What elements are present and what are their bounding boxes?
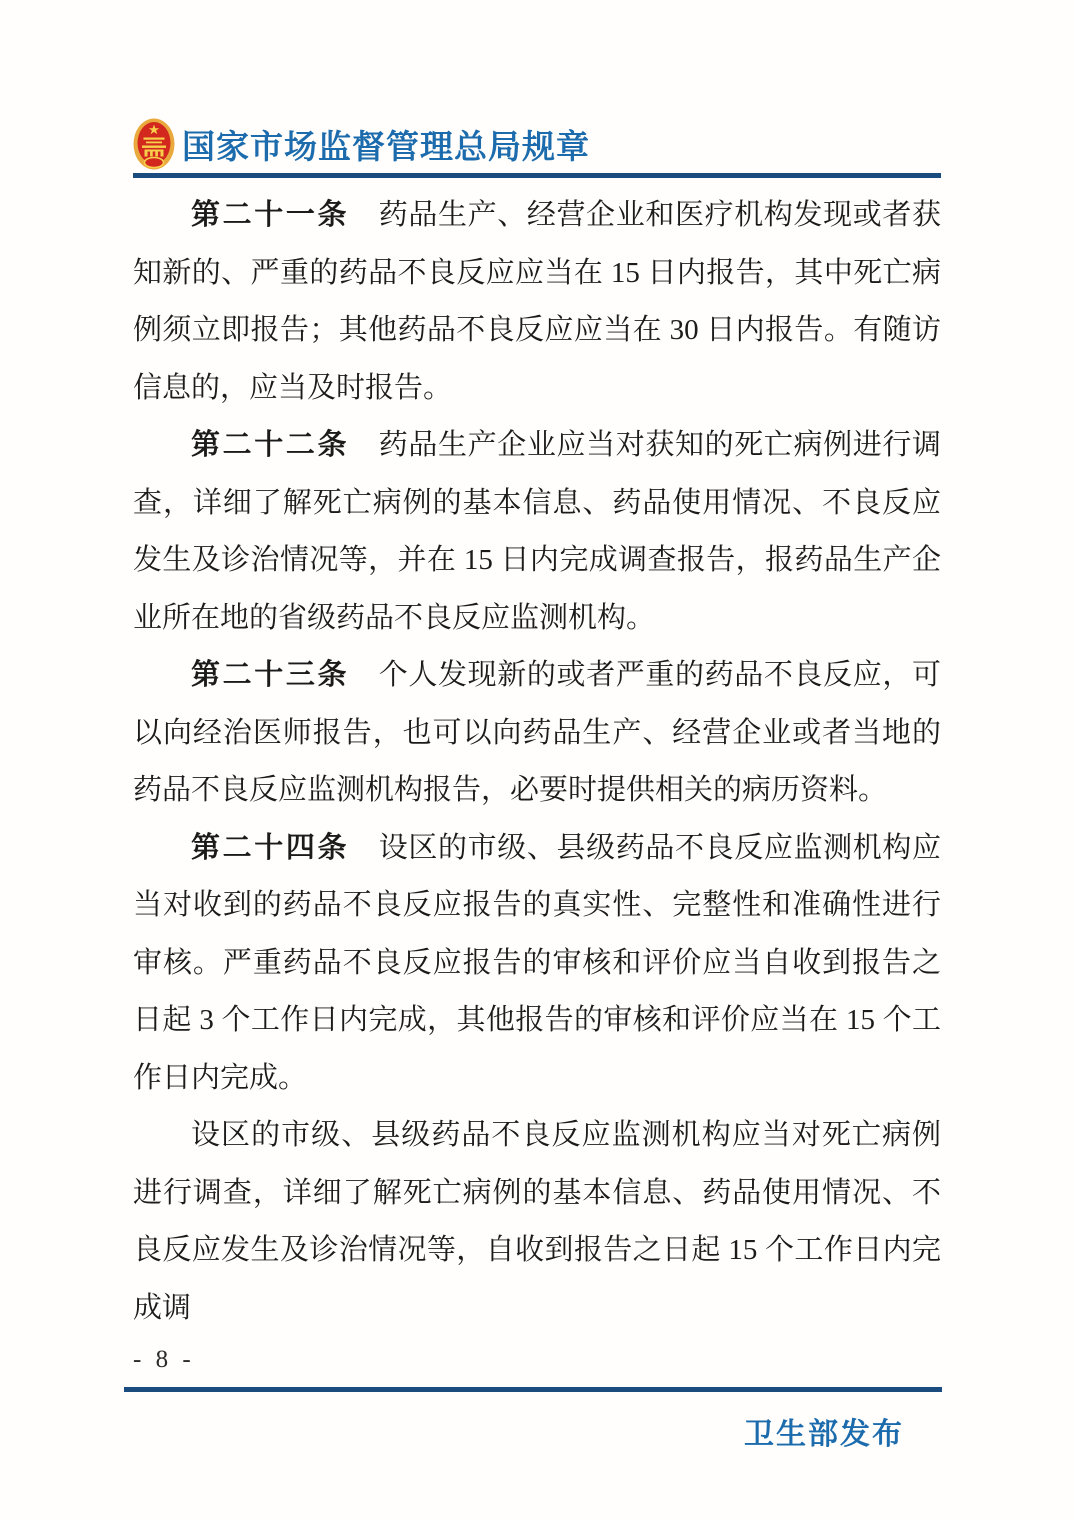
page-number: - 8 - [133,1346,195,1373]
header-rule [133,173,941,178]
article-24-text: 设区的市级、县级药品不良反应监测机构应当对收到的药品不良反应报告的真实性、完整性和准确性进行审核。严重药品不良反应报告的审核和评价应当自收到报告之日起 3 个工作日内完成，其他报告的审核和评价应当在 15 个工作日内完成。 [133,831,941,1094]
page-header [133,116,941,172]
article-22-number: 第二十二条 [191,429,350,461]
article-23-number: 第二十三条 [191,659,350,691]
paragraph-article-21 [133,187,941,417]
continuation-text: 设区的市级、县级药品不良反应监测机构应当对死亡病例进行调查，详细了解死亡病例的基本信息、药品使用情况、不良反应发生及诊治情况等，自收到报告之日起 15 个工作日内完成调 [133,1119,941,1324]
paragraph-article-23 [133,647,941,820]
header-title: 国家市场监督管理总局规章 [182,127,590,165]
article-22-text: 药品生产企业应当对获知的死亡病例进行调查，详细了解死亡病例的基本信息、药品使用情况、不良反应发生及诊治情况等，并在 15 日内完成调查报告，报药品生产企业所在地的省级药品不良反应监测机构。 [133,429,941,634]
document-body [133,187,941,1337]
article-24-number: 第二十四条 [191,831,350,864]
paragraph-continuation [133,1107,941,1337]
paragraph-article-24 [133,820,941,1108]
article-21-number: 第二十一条 [191,199,350,231]
publisher-label: 卫生部发布 [744,1418,904,1451]
content-column [133,0,941,1453]
footer-rule [124,1387,942,1392]
paragraph-article-22 [133,417,941,647]
china-national-emblem-icon [133,118,175,170]
article-23-text: 个人发现新的或者严重的药品不良反应，可以向经治医师报告，也可以向药品生产、经营企业或者当地的药品不良反应监测机构报告，必要时提供相关的病历资料。 [133,659,941,806]
article-21-text: 药品生产、经营企业和医疗机构发现或者获知新的、严重的药品不良反应应当在 15 日内报告，其中死亡病例须立即报告；其他药品不良反应应当在 30 日内报告。有随访信息的，应当及时报告。 [133,199,941,404]
